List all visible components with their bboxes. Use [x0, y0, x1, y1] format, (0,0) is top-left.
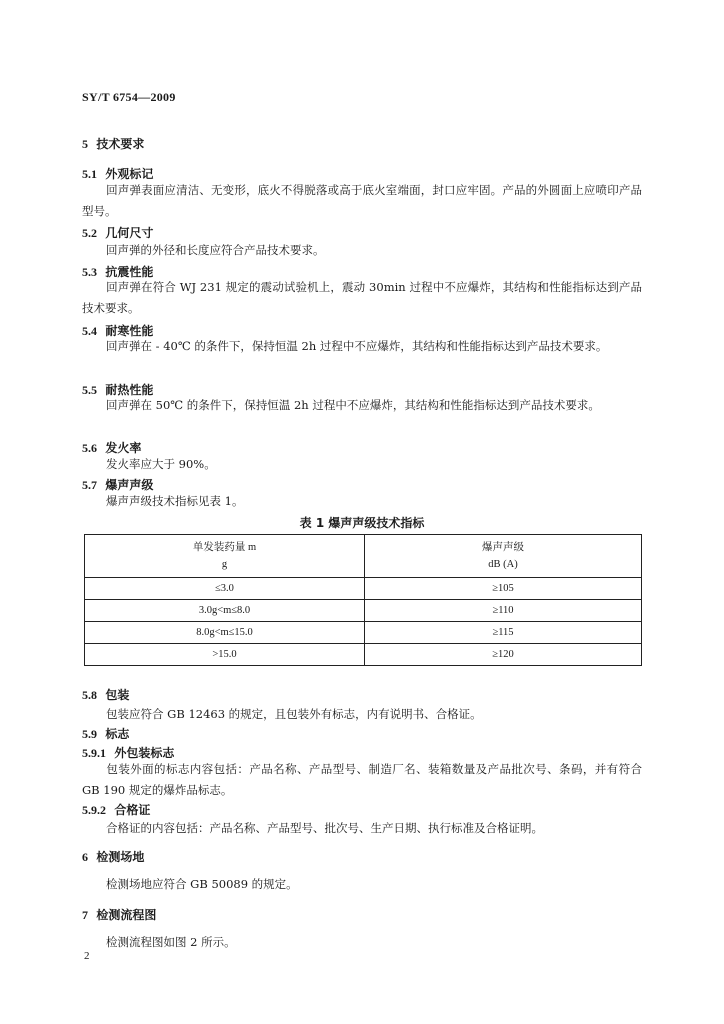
table-row	[85, 644, 642, 666]
section-number: 5.2	[82, 226, 97, 240]
section-5-4-text	[82, 336, 642, 357]
section-5-2-heading	[82, 224, 153, 241]
section-5-5-text	[82, 395, 642, 416]
section-title: 检测场地	[96, 850, 145, 864]
section-number: 5.1	[82, 167, 97, 181]
section-number: 5.9.2	[82, 803, 106, 817]
section-number: 5.8	[82, 688, 97, 702]
charge-cell: >15.0	[85, 644, 365, 666]
charge-cell: ≤3.0	[85, 578, 365, 600]
paragraph-text: 包装外面的标志内容包括：产品名称、产品型号、制造厂名、装箱数量及产品批次号、条码，并有符合 GB 190 规定的爆炸品标志。	[82, 762, 642, 797]
section-6-text: 检测场地应符合 GB 50089 的规定。	[106, 877, 298, 891]
header-unit: g	[221, 559, 228, 570]
level-column-header	[365, 535, 642, 578]
section-5-8-text: 包装应符合 GB 12463 的规定，且包装外有标志，内有说明书、合格证。	[106, 707, 482, 721]
charge-column-header	[85, 535, 365, 578]
section-number: 5.9	[82, 727, 97, 741]
table-row	[85, 578, 642, 600]
page-number: 2	[84, 950, 90, 962]
section-title: 外包装标志	[114, 746, 175, 760]
charge-cell: 3.0g<m≤8.0	[85, 600, 365, 622]
section-5-8-heading	[82, 686, 129, 703]
charge-cell: 8.0g<m≤15.0	[85, 622, 365, 644]
section-title: 几何尺寸	[105, 226, 154, 240]
header-line: 单发装药量 m	[192, 542, 257, 553]
section-title: 外观标记	[105, 167, 154, 181]
section-number: 5.4	[82, 324, 97, 338]
paragraph-text: 回声弹在 50℃ 的条件下，保持恒温 2h 过程中不应爆炸，其结构和性能指标达到产品技术要求。	[106, 398, 600, 412]
section-title: 抗震性能	[105, 265, 154, 279]
section-title: 耐热性能	[105, 383, 154, 397]
section-5-heading	[82, 135, 144, 152]
section-5-9-2-heading	[82, 801, 150, 818]
section-number: 5	[82, 137, 88, 151]
section-number: 5.9.1	[82, 746, 106, 760]
section-number: 6	[82, 850, 88, 864]
section-5-7-text: 爆声声级技术指标见表 1。	[106, 494, 244, 508]
table-row	[85, 622, 642, 644]
section-title: 发火率	[105, 441, 142, 455]
section-7-text: 检测流程图如图 2 所示。	[106, 935, 236, 949]
section-title: 合格证	[114, 803, 151, 817]
header-unit: dB (A)	[488, 559, 518, 570]
level-cell: ≥110	[365, 600, 642, 622]
paragraph-text: 回声弹在 - 40℃ 的条件下，保持恒温 2h 过程中不应爆炸，其结构和性能指标达到产品技术要求。	[106, 339, 608, 353]
section-number: 5.5	[82, 383, 97, 397]
level-cell: ≥120	[365, 644, 642, 666]
sound-level-table	[84, 534, 642, 666]
paragraph-text: 回声弹表面应清洁、无变形，底火不得脱落或高于底火室端面，封口应牢固。产品的外圆面上应喷印产品型号。	[82, 183, 642, 218]
section-title: 检测流程图	[96, 908, 157, 922]
section-5-9-1-text	[82, 759, 642, 801]
section-title: 包装	[105, 688, 130, 702]
table-header-row	[85, 535, 642, 578]
section-title: 技术要求	[96, 137, 145, 151]
section-5-3-text	[82, 277, 642, 319]
table-row	[85, 600, 642, 622]
section-title: 标志	[105, 727, 130, 741]
level-cell: ≥115	[365, 622, 642, 644]
section-number: 5.7	[82, 478, 97, 492]
section-5-2-text: 回声弹的外径和长度应符合产品技术要求。	[106, 243, 325, 257]
section-number: 5.6	[82, 441, 97, 455]
section-title: 耐寒性能	[105, 324, 154, 338]
section-6-heading	[82, 848, 144, 865]
section-number: 7	[82, 908, 88, 922]
section-5-7-heading	[82, 476, 153, 493]
section-5-1-text	[82, 180, 642, 222]
header-line: 爆声声级	[482, 542, 524, 553]
section-7-heading	[82, 906, 156, 923]
paragraph-text: 回声弹在符合 WJ 231 规定的震动试验机上，震动 30min 过程中不应爆炸，其结构和性能指标达到产品技术要求。	[82, 280, 642, 315]
level-cell: ≥105	[365, 578, 642, 600]
section-5-9-2-text: 合格证的内容包括：产品名称、产品型号、批次号、生产日期、执行标准及合格证明。	[106, 821, 543, 835]
section-number: 5.3	[82, 265, 97, 279]
standard-code: SY/T 6754—2009	[82, 90, 176, 104]
section-5-9-heading	[82, 725, 129, 742]
section-5-6-heading	[82, 439, 141, 456]
section-title: 爆声声级	[105, 478, 154, 492]
table-caption: 表 1 爆声声级技术指标	[299, 516, 425, 530]
section-5-6-text: 发火率应大于 90%。	[106, 457, 216, 471]
